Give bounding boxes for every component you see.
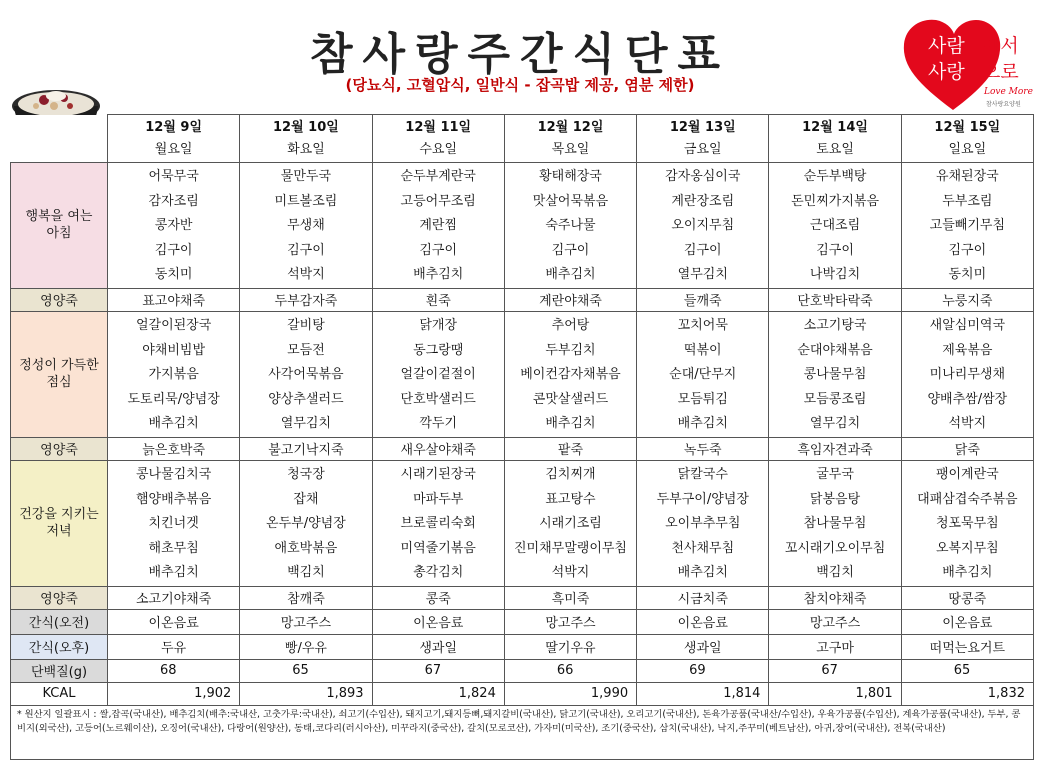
day-weekday: 토요일 — [816, 141, 854, 157]
logo-text-1a: 사람 — [928, 35, 965, 57]
day-weekday: 일요일 — [948, 141, 987, 157]
kcal-row — [11, 682, 1034, 705]
menu-item: 김구이 — [816, 242, 854, 258]
lunch-day-cell — [504, 311, 636, 437]
menu-item: 사각어묵볶음 — [268, 367, 344, 383]
day-weekday: 금요일 — [683, 141, 722, 157]
day-date: 12월 12일 — [537, 119, 604, 135]
menu-item: 감자조림 — [148, 193, 199, 209]
snack_pm-value: 생과일 — [372, 634, 504, 659]
menu-item: 천사채무침 — [671, 540, 735, 556]
menu-item: 진미채무말랭이무침 — [513, 540, 627, 556]
lunch-day-cell — [637, 311, 769, 437]
protein-value: 67 — [769, 659, 901, 682]
juk-item: 땅콩죽 — [901, 586, 1033, 609]
menu-item: 갈비탕 — [287, 317, 325, 333]
kcal-value: 1,832 — [901, 682, 1033, 705]
day-header — [504, 115, 636, 163]
menu-item: 떡볶이 — [683, 342, 722, 358]
menu-item: 새알심미역국 — [929, 317, 1006, 333]
menu-item: 모듬전 — [287, 342, 325, 358]
menu-item: 시래기된장국 — [400, 466, 476, 482]
juk-item: 계란야채죽 — [504, 288, 636, 311]
menu-item: 김구이 — [154, 242, 193, 258]
menu-item: 꼬치어묵 — [677, 317, 728, 333]
snack_pm-value: 생과일 — [637, 634, 769, 659]
juk-item: 새우살야채죽 — [372, 437, 504, 460]
origin-footnote: * 원산지 일괄표시 : 쌀,잡곡(국내산), 배추김치(배추:국내산, 고춧가루:국내산), 쇠고기(수입산), 돼지고기,돼지등뼈,돼지갈비(국내산), 닭고기(국내산), 오리고기(국내산), 돈육가공품(국내산/수입산), 우육가공품(수입산), 계육가공품(국내산), 두부, 콩비지(외국산), 고등어(노르웨이산), 오징어(국내산), 다랑어(원양산), 동태,코다리(러시아산), 미꾸라지(중국산), 갈치(모로코산), 가자미(미국산), 조기(중국산), 삼치(국내산), 낙지,주꾸미(베트남산), 아귀,장어(국내산), 전복(국내산) — [10, 704, 1034, 760]
breakfast-label: 행복을 여는 아침 — [11, 163, 108, 289]
day-weekday: 월요일 — [154, 141, 193, 157]
menu-item: 맛살어묵볶음 — [532, 193, 609, 209]
menu-item: 표고탕수 — [545, 491, 596, 507]
menu-item: 오복지무침 — [935, 540, 999, 556]
snack_pm-value: 고구마 — [769, 634, 901, 659]
snack_am-label: 간식(오전) — [11, 609, 108, 634]
breakfast-day-cell — [637, 163, 769, 289]
protein-value: 67 — [372, 659, 504, 682]
protein-row — [11, 659, 1034, 682]
dinner-day-cell — [372, 460, 504, 586]
snack_am-value: 망고주스 — [769, 609, 901, 634]
menu-item: 열무김치 — [677, 267, 728, 283]
menu-item: 시래기조림 — [539, 516, 602, 532]
menu-item: 김구이 — [419, 242, 458, 258]
page-subtitle: (당뇨식, 고혈압식, 일반식 - 잡곡밥 제공, 염분 제한) — [345, 76, 695, 94]
menu-item: 팽이계란국 — [935, 466, 999, 482]
menu-item: 도토리묵/양념장 — [127, 391, 220, 407]
menu-item: 숙주나물 — [545, 218, 596, 234]
menu-item: 순대/단무지 — [669, 367, 737, 383]
menu-item: 나박김치 — [809, 267, 861, 283]
menu-item: 고등어무조림 — [400, 193, 476, 209]
menu-item: 김구이 — [683, 242, 722, 258]
menu-item: 열무김치 — [809, 416, 861, 432]
day-weekday: 수요일 — [419, 141, 458, 157]
day-date: 12월 13일 — [669, 119, 736, 135]
menu-item: 브로콜리숙회 — [400, 516, 476, 532]
menu-item: 석박지 — [551, 565, 590, 581]
snack_am-value: 망고주스 — [504, 609, 636, 634]
day-weekday: 목요일 — [551, 141, 590, 157]
kcal-value: 1,824 — [372, 682, 504, 705]
day-header — [901, 115, 1033, 163]
menu-item: 배추김치 — [942, 565, 993, 581]
menu-item: 양상추샐러드 — [268, 391, 344, 407]
lunch-label: 정성이 가득한 점심 — [11, 311, 108, 437]
menu-item: 참나물무침 — [803, 516, 867, 532]
menu-item: 계란장조림 — [671, 193, 735, 209]
menu-item: 청포묵무침 — [935, 516, 999, 532]
juk-item: 누룽지죽 — [901, 288, 1033, 311]
day-header — [637, 115, 769, 163]
menu-item: 두부조림 — [942, 193, 993, 209]
day-header — [769, 115, 901, 163]
juk-item: 불고기낙지죽 — [240, 437, 372, 460]
menu-item: 깍두기 — [419, 416, 458, 432]
menu-item: 석박지 — [948, 416, 987, 432]
menu-item: 배추김치 — [677, 416, 728, 432]
lunch-juk-row — [11, 437, 1034, 460]
snack_am-value: 이온음료 — [901, 609, 1033, 634]
kcal-label: KCAL — [11, 682, 108, 705]
menu-item: 베이컨감자채볶음 — [520, 367, 621, 383]
menu-item: 동치미 — [948, 267, 987, 283]
juk-item: 표고야채죽 — [108, 288, 240, 311]
menu-item: 소고기탕국 — [803, 317, 867, 333]
menu-item: 대패삼겹숙주볶음 — [917, 491, 1018, 507]
juk-item: 참치야채죽 — [769, 586, 901, 609]
juk-item: 소고기야채죽 — [108, 586, 240, 609]
menu-item: 김구이 — [948, 242, 987, 258]
menu-item: 순두부계란국 — [400, 169, 476, 184]
dinner-row — [11, 460, 1034, 586]
menu-item: 단호박샐러드 — [400, 391, 476, 407]
kcal-value: 1,893 — [240, 682, 372, 705]
dinner-day-cell — [504, 460, 636, 586]
protein-value: 65 — [240, 659, 372, 682]
dinner-day-cell — [901, 460, 1033, 586]
menu-table — [10, 114, 1034, 706]
protein-value: 66 — [504, 659, 636, 682]
protein-value: 68 — [108, 659, 240, 682]
snack_am-value: 이온음료 — [108, 609, 240, 634]
menu-item: 추어탕 — [551, 317, 590, 333]
menu-item: 모듬콩조림 — [803, 391, 867, 407]
menu-item: 미트볼조림 — [274, 193, 338, 209]
menu-item: 햄양배추볶음 — [135, 491, 212, 507]
menu-item: 청국장 — [287, 466, 325, 482]
day-date: 12월 11일 — [405, 119, 472, 135]
dinner-label: 건강을 지키는 저녁 — [11, 460, 108, 586]
breakfast-day-cell — [901, 163, 1033, 289]
menu-item: 동치미 — [154, 267, 193, 283]
menu-item: 온두부/양념장 — [266, 516, 346, 532]
kcal-value: 1,990 — [504, 682, 636, 705]
juk-item: 시금치죽 — [637, 586, 769, 609]
menu-item: 감자옹심이국 — [665, 169, 741, 184]
dinner-juk-row — [11, 586, 1034, 609]
snack_am-value: 이온음료 — [637, 609, 769, 634]
menu-item: 콩자반 — [154, 218, 193, 234]
day-weekday: 화요일 — [287, 141, 325, 157]
menu-item: 석박지 — [287, 267, 325, 283]
juk-item: 녹두죽 — [637, 437, 769, 460]
snack_pm-value: 떠먹는요거트 — [901, 634, 1033, 659]
protein-label: 단백질(g) — [11, 659, 108, 682]
juk-item: 두부감자죽 — [240, 288, 372, 311]
menu-item: 미나리무생채 — [929, 367, 1006, 383]
juk-label: 영양죽 — [11, 586, 108, 609]
menu-item: 야채비빔밥 — [142, 342, 206, 358]
menu-item: 김치찌개 — [545, 466, 596, 482]
menu-item: 마파두부 — [413, 491, 464, 507]
logo-org: 참사랑요양원 — [986, 101, 1021, 108]
juk-item: 흑임자견과죽 — [769, 437, 901, 460]
menu-item: 순두부백탕 — [803, 169, 867, 184]
menu-item: 배추김치 — [148, 416, 199, 432]
dinner-day-cell — [637, 460, 769, 586]
lunch-day-cell — [372, 311, 504, 437]
menu-item: 유채된장국 — [935, 169, 999, 184]
menu-item: 무생채 — [287, 218, 325, 234]
kcal-value: 1,814 — [637, 682, 769, 705]
breakfast-day-cell — [372, 163, 504, 289]
juk-item: 늙은호박죽 — [108, 437, 240, 460]
breakfast-day-cell — [504, 163, 636, 289]
menu-item: 가지볶음 — [148, 367, 199, 383]
protein-value: 69 — [637, 659, 769, 682]
snack_am-value: 망고주스 — [240, 609, 372, 634]
menu-item: 백김치 — [287, 565, 325, 581]
header — [0, 0, 1043, 112]
breakfast-day-cell — [240, 163, 372, 289]
menu-item: 근대조림 — [809, 218, 861, 234]
juk-item: 단호박타락죽 — [769, 288, 901, 311]
lunch-day-cell — [769, 311, 901, 437]
day-header — [240, 115, 372, 163]
juk-item: 흰죽 — [372, 288, 504, 311]
menu-item: 황태해장국 — [539, 169, 602, 184]
lunch-day-cell — [108, 311, 240, 437]
menu-item: 배추김치 — [545, 416, 596, 432]
menu-item: 배추김치 — [148, 565, 199, 581]
lunch-row — [11, 311, 1034, 437]
logo-text-1b: 에서 — [982, 35, 1019, 57]
menu-item: 고들빼기무침 — [929, 218, 1006, 234]
day-date: 12월 9일 — [145, 119, 203, 135]
day-header — [108, 115, 240, 163]
menu-item: 모듬튀김 — [677, 391, 728, 407]
breakfast-day-cell — [769, 163, 901, 289]
juk-item: 닭죽 — [901, 437, 1033, 460]
juk-item: 들깨죽 — [637, 288, 769, 311]
menu-item: 양배추쌈/쌈장 — [927, 391, 1008, 407]
menu-item: 열무김치 — [280, 416, 332, 432]
dinner-day-cell — [240, 460, 372, 586]
menu-item: 순대야채볶음 — [797, 342, 873, 358]
breakfast-row — [11, 163, 1034, 289]
day-date: 12월 15일 — [934, 119, 1001, 135]
menu-item: 애호박볶음 — [274, 540, 338, 556]
juk-label: 영양죽 — [11, 288, 108, 311]
menu-item: 돈민찌가지볶음 — [791, 193, 879, 209]
menu-item: 동그랑땡 — [413, 342, 464, 358]
snack_pm-value: 두유 — [108, 634, 240, 659]
menu-item: 닭봉음탕 — [809, 491, 861, 507]
logo-script: Love More — [984, 87, 1033, 97]
date-header-row — [11, 115, 1034, 163]
logo-text-2b: 으로 — [982, 61, 1019, 83]
day-header — [372, 115, 504, 163]
menu-item: 백김치 — [816, 565, 854, 581]
menu-item: 배추김치 — [545, 267, 596, 283]
snack_am-row — [11, 609, 1034, 634]
menu-item: 콩나물무침 — [803, 367, 867, 383]
lunch-day-cell — [240, 311, 372, 437]
kcal-value: 1,801 — [769, 682, 901, 705]
menu-item: 총각김치 — [413, 565, 464, 581]
juk-item: 팥죽 — [504, 437, 636, 460]
lunch-day-cell — [901, 311, 1033, 437]
menu-item: 물만두국 — [280, 169, 332, 184]
menu-item: 제육볶음 — [942, 342, 993, 358]
breakfast-juk-row — [11, 288, 1034, 311]
protein-value: 65 — [901, 659, 1033, 682]
day-date: 12월 14일 — [802, 119, 868, 135]
menu-item: 콩나물김치국 — [135, 466, 212, 482]
menu-item: 김구이 — [287, 242, 325, 258]
menu-item: 잡채 — [293, 491, 319, 507]
menu-item: 해초무침 — [148, 540, 199, 556]
menu-item: 미역줄기볶음 — [400, 540, 476, 556]
snack_pm-value: 빵/우유 — [240, 634, 372, 659]
snack_pm-row — [11, 634, 1034, 659]
menu-item: 닭개장 — [419, 317, 458, 333]
day-date: 12월 10일 — [273, 119, 339, 135]
juk-label: 영양죽 — [11, 437, 108, 460]
heart-logo — [898, 14, 1038, 114]
menu-item: 김구이 — [551, 242, 590, 258]
menu-item: 굴무국 — [816, 466, 854, 482]
snack_pm-label: 간식(오후) — [11, 634, 108, 659]
juk-item: 흑미죽 — [504, 586, 636, 609]
breakfast-day-cell — [108, 163, 240, 289]
snack_am-value: 이온음료 — [372, 609, 504, 634]
page-title: 참사랑주간식단표 — [309, 29, 731, 80]
menu-item: 오이부추무침 — [665, 516, 741, 532]
dinner-day-cell — [769, 460, 901, 586]
juk-item: 콩죽 — [372, 586, 504, 609]
menu-item: 배추김치 — [413, 267, 464, 283]
menu-item: 오이지무침 — [671, 218, 735, 234]
menu-item: 얼갈이겉절이 — [400, 367, 476, 383]
menu-item: 배추김치 — [677, 565, 728, 581]
logo-text-2a: 사랑 — [928, 61, 965, 83]
menu-item: 두부김치 — [545, 342, 596, 358]
kcal-value: 1,902 — [108, 682, 240, 705]
menu-item: 두부구이/양념장 — [656, 491, 749, 507]
menu-item: 콘맛살샐러드 — [532, 391, 609, 407]
snack_pm-value: 딸기우유 — [504, 634, 636, 659]
menu-item: 얼갈이된장국 — [135, 317, 212, 333]
juk-item: 참깨죽 — [240, 586, 372, 609]
menu-item: 닭칼국수 — [677, 466, 728, 482]
menu-item: 꼬시래기오이무침 — [784, 540, 886, 556]
menu-item: 치킨너겟 — [148, 516, 199, 532]
menu-item: 어묵무국 — [148, 169, 199, 184]
corner-cell — [11, 115, 108, 163]
dinner-day-cell — [108, 460, 240, 586]
menu-item: 계란찜 — [419, 218, 458, 234]
